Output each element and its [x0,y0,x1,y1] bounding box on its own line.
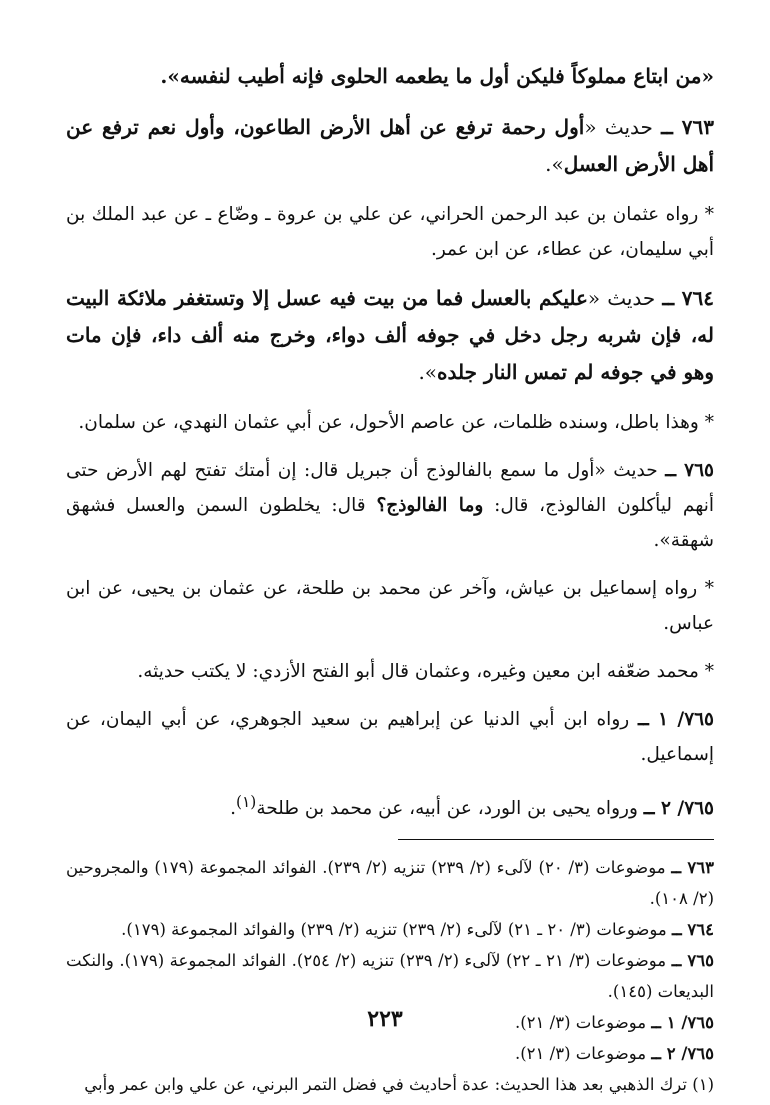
hadith-prefix: حديث « [584,115,653,139]
sub-text: رواه ابن أبي الدنيا عن إبراهيم بن سعيد الجوهري، عن أبي اليمان، عن إسماعيل. [66,709,714,765]
hadith-number: ٧٦٤ ــ [662,286,715,310]
hadith-suffix: ». [418,360,438,384]
sub-number: ٧٦٥/ ١ ــ [637,709,714,730]
footnote-number: ٧٦٥/ ٢ ــ [651,1044,714,1064]
footnote-765 [66,945,714,1007]
sub-narration-765-2 [66,785,714,826]
footnote-number: ٧٦٥ ــ [671,951,714,971]
hadith-763 [66,109,714,183]
sub-narration-765-1 [66,702,714,772]
hadith-question: وما الفالوذج؟ [376,495,484,516]
footnote-764 [66,914,714,945]
footnote-number: ٧٦٥/ ١ ــ [651,1013,714,1033]
hadith-text-part: قال: يخلطون السمن والعسل فشهق شهقة [66,495,714,551]
footnote-text: موضوعات (٣/ ٢٠ ـ ٢١) لآلىء (٢/ ٢٣٩) تنزيه (٢/ ٢٣٩) والفوائد المجموعة (١٧٩). [121,920,672,940]
sub-end: . [230,798,236,820]
footnote-number: ٧٦٣ ــ [671,858,715,878]
hadith-number: ٧٦٣ ــ [661,115,715,139]
hadith-prefix: حديث « [594,460,658,481]
footnote-reference: (١) [236,793,257,811]
sub-number: ٧٦٥/ ٢ ــ [643,798,714,820]
footnote-number: ٧٦٤ ــ [671,920,714,940]
hadith-764 [66,280,714,391]
hadith-suffix: ». [545,152,564,176]
hadith-765 [66,453,714,558]
footnote-text: موضوعات (٣/ ٢٠) لآلىء (٢/ ٢٣٩) تنزيه (٢/ ٢٣٩). الفوائد المجموعة (١٧٩) والمجروحين (٢/ ١٠٨). [66,858,714,909]
hadith-number: ٧٦٥ ــ [665,460,714,481]
footnote-765-2 [66,1038,714,1069]
commentary-765-a: * رواه إسماعيل بن عياش، وآخر عن محمد بن طلحة، عن عثمان بن يحيى، عن ابن عباس. [66,578,714,634]
commentary-765-b: * محمد ضعّفه ابن معين وغيره، وعثمان قال أبو الفتح الأزدي: لا يكتب حديثه. [137,661,714,682]
footnote-text: موضوعات (٣/ ٢١). [514,1044,652,1064]
footnote-763 [66,852,714,914]
footnote-text: موضوعات (٣/ ٢١). [514,1013,652,1033]
page-number: ٢٢٣ [367,1006,403,1032]
text-line: «من ابتاع مملوكاً فليكن أول ما يطعمه الحلوى فإنه أطيب لنفسه». [160,64,714,88]
footnote-text: موضوعات (٣/ ٢١ ـ ٢٢) لآلىء (٢/ ٢٣٩) تنزيه (٢/ ٢٥٤). الفوائد المجموعة (١٧٩). والنكت البديعات (١٤٥). [66,951,714,1002]
hadith-text-part: أول ما سمع بالفالوذج أن جبريل قال: إن أمتك تفتح لهم الأرض حتى أنهم ليأكلون الفالوذج، قال: [66,460,715,516]
commentary-764: * وهذا باطل، وسنده ظلمات، عن عاصم الأحول، عن أبي عثمان النهدي، عن سلمان. [78,412,714,433]
hadith-text: أول رحمة ترفع عن أهل الأرض الطاعون، وأول نعم ترفع عن أهل الأرض العسل [66,115,714,176]
hadith-prefix: حديث « [587,286,656,310]
commentary-763: * رواه عثمان بن عبد الرحمن الحراني، عن علي بن عروة ـ وضّاع ـ عن عبد الملك بن أبي سليمان، عن عطاء، عن ابن عمر. [66,204,714,260]
footnote-divider [398,839,714,840]
sub-text: ورواه يحيى بن الورد، عن أبيه، عن محمد بن طلحة [256,798,644,820]
hadith-suffix: ». [653,530,671,551]
hadith-text: عليكم بالعسل فما من بيت فيه عسل إلا وتستغفر ملائكة البيت له، فإن شربه رجل دخل في جوفه ألف دواء، وخرج منه ألف داء، فإن مات وهو في جوفه لم تمس النار جلده [66,286,714,384]
footnote-note-1: (١) ترك الذهبي بعد هذا الحديث: عدة أحاديث في فضل التمر البرني، عن علي وابن عمر وأبي [84,1075,714,1095]
